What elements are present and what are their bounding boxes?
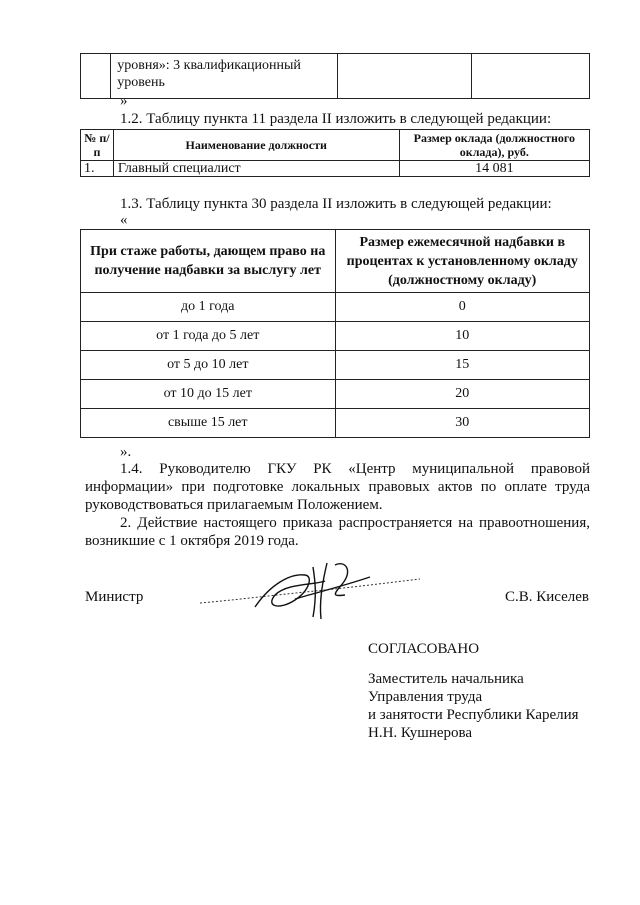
table-row: [81, 293, 590, 322]
approval-line: Заместитель начальника: [368, 671, 524, 687]
percent-cell: 20: [335, 380, 590, 409]
row-number: 1.: [81, 161, 114, 177]
table-row: [81, 322, 590, 351]
table-header-row: [81, 130, 590, 161]
header-position: Наименование должности: [113, 130, 399, 161]
table-row: [81, 161, 590, 177]
signatory-title: Министр: [85, 589, 144, 605]
row-position: Главный специалист: [113, 161, 399, 177]
experience-cell: от 5 до 10 лет: [81, 351, 336, 380]
opening-quote: «: [120, 212, 128, 228]
section-1-2-text: 1.2. Таблицу пункта 11 раздела II изложить в следующей редакции:: [120, 111, 552, 127]
approval-line: Управления труда: [368, 689, 483, 705]
percent-cell: 0: [335, 293, 590, 322]
experience-cell: свыше 15 лет: [81, 409, 336, 438]
table-header-row: [81, 230, 590, 293]
signatory-name: С.В. Киселев: [505, 589, 590, 605]
header-number: № п/п: [81, 130, 114, 161]
approver-name: Н.Н. Кушнерова: [368, 725, 473, 741]
closing-quote: »: [120, 93, 128, 109]
header-salary: Размер оклада (должностного оклада), руб.: [399, 130, 589, 161]
header-experience: При стаже работы, дающем право на получение надбавки за выслугу лет: [81, 230, 336, 293]
section-1-3-text: 1.3. Таблицу пункта 30 раздела II изложить в следующей редакции:: [120, 196, 552, 212]
table-row: [81, 409, 590, 438]
percent-cell: 10: [335, 322, 590, 351]
experience-cell: от 10 до 15 лет: [81, 380, 336, 409]
position-salary-table: [80, 129, 590, 177]
header-bonus-percent: Размер ежемесячной надбавки в процентах к установленному окладу (должностному окладу): [335, 230, 590, 293]
percent-cell: 15: [335, 351, 590, 380]
percent-cell: 30: [335, 409, 590, 438]
handwritten-signature: [195, 555, 425, 625]
experience-cell: от 1 года до 5 лет: [81, 322, 336, 351]
approval-heading: СОГЛАСОВАНО: [368, 641, 480, 657]
table-row: [81, 380, 590, 409]
table-row: [81, 54, 590, 99]
row-text-cell: уровня»: 3 квалификационный уровень: [111, 54, 337, 99]
service-bonus-table: [80, 229, 590, 438]
experience-cell: до 1 года: [81, 293, 336, 322]
approval-line: и занятости Республики Карелия: [368, 707, 579, 723]
section-1-4-text: 1.4. Руководителю ГКУ РК «Центр муниципальной правовой информации» при подготовке локальных правовых актов по оплате труда руководствоваться прилагаемым Положением.: [85, 461, 590, 513]
top-table-fragment: [80, 53, 590, 99]
row-salary: 14 081: [399, 161, 589, 177]
table-row: [81, 351, 590, 380]
section-2-text: 2. Действие настоящего приказа распространяется на правоотношения, возникшие с 1 октября 2019 года.: [85, 515, 590, 549]
closing-quote: ».: [120, 444, 132, 460]
